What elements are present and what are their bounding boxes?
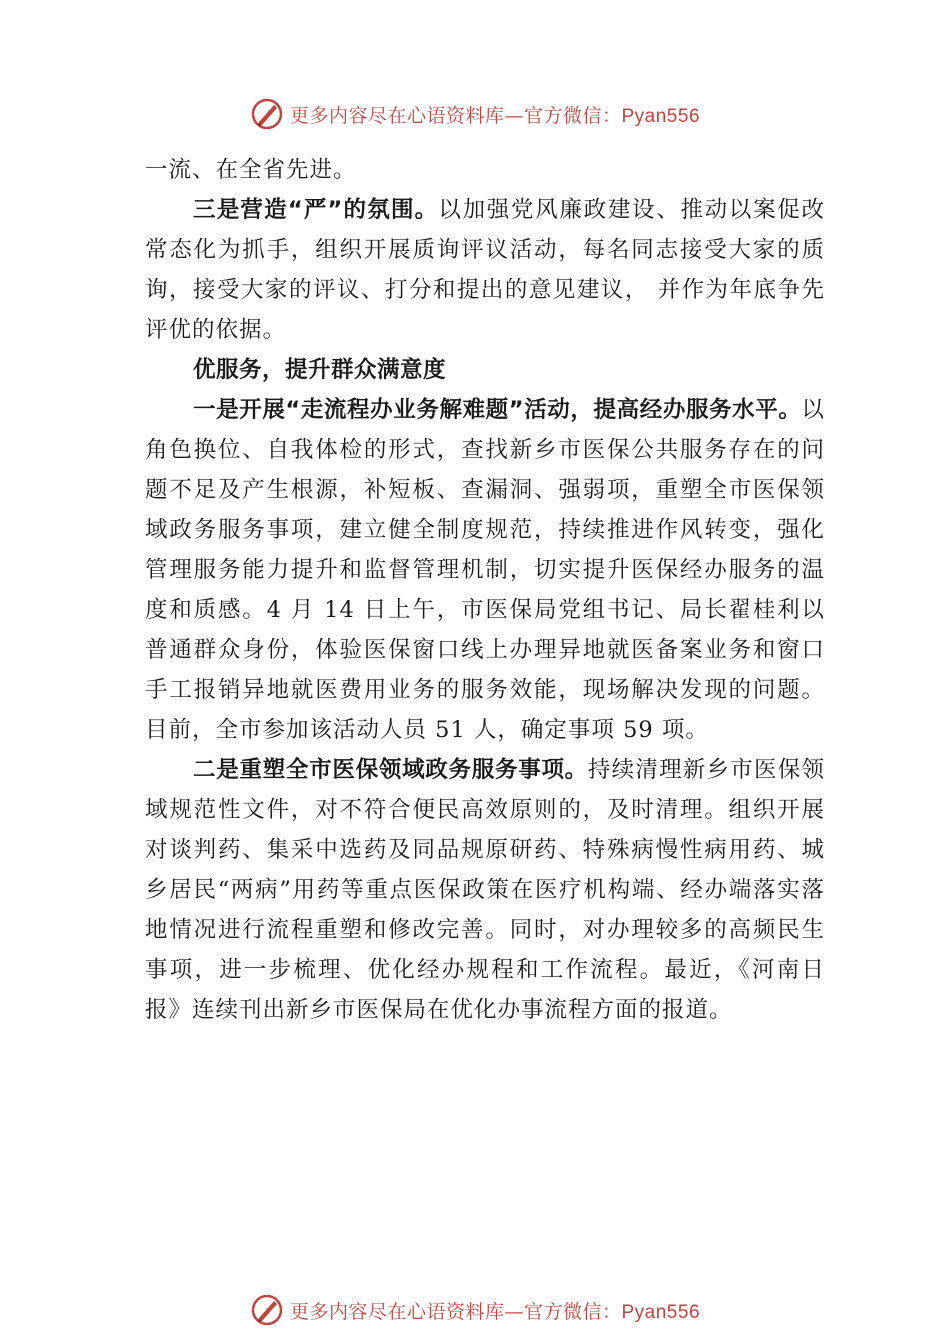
watermark-text: 更多内容尽在心语资料库—官方微信：Pyan556 [289, 1300, 701, 1323]
pen-logo-icon [250, 1293, 284, 1327]
pen-logo-icon [250, 97, 284, 131]
paragraph: 二是重塑全市医保领域政务服务事项。持续清理新乡市医保领域规范性文件，对不符合便民高效原则的，及时清理。组织开展对谈判药、集采中选药及同品规原研药、特殊病慢性病用药、城乡居民“两病”用药等重点医保政策在医疗机构端、经办端落实落地情况进行流程重塑和修改完善。同时，对办理较多的高频民生事项，进一步梳理、优化经办规程和工作流程。最近，《河南日报》连续刊出新乡市医保局在优化办事流程方面的报道。 [145, 757, 825, 1023]
paragraph: 一是开展“走流程办业务解难题”活动，提高经办服务水平。以角色换位、自我体检的形式，查找新乡市医保公共服务存在的问题不足及产生根源，补短板、查漏洞、强弱项，重塑全市医保领域政务服务事项，建立健全制度规范，持续推进作风转变，强化管理服务能力提升和监督管理机制，切实提升医保经办服务的温度和质感。4 月 14 日上午，市医保局党组书记、局长翟桂利以普通群众身份，体验医保窗口线上办理异地就医备案业务和窗口手工报销异地就医费用业务的服务效能，现场解决发现的问题。目前，全市参加该活动人员 51 人，确定事项 59 项。 [145, 397, 825, 743]
document-body [145, 150, 825, 1030]
watermark-text: 更多内容尽在心语资料库—官方微信：Pyan556 [289, 104, 701, 127]
paragraph: 一流、在全省先进。 [145, 157, 357, 183]
header-watermark [0, 94, 950, 134]
paragraph: 三是营造“严”的氛围。以加强党风廉政建设、推动以案促改常态化为抓手，组织开展质询评议活动，每名同志接受大家的质询，接受大家的评议、打分和提出的意见建议， 并作为年底争先评优的依据。 [145, 197, 825, 343]
section-heading: 优服务，提升群众满意度 [193, 357, 447, 383]
footer-watermark [0, 1290, 950, 1330]
